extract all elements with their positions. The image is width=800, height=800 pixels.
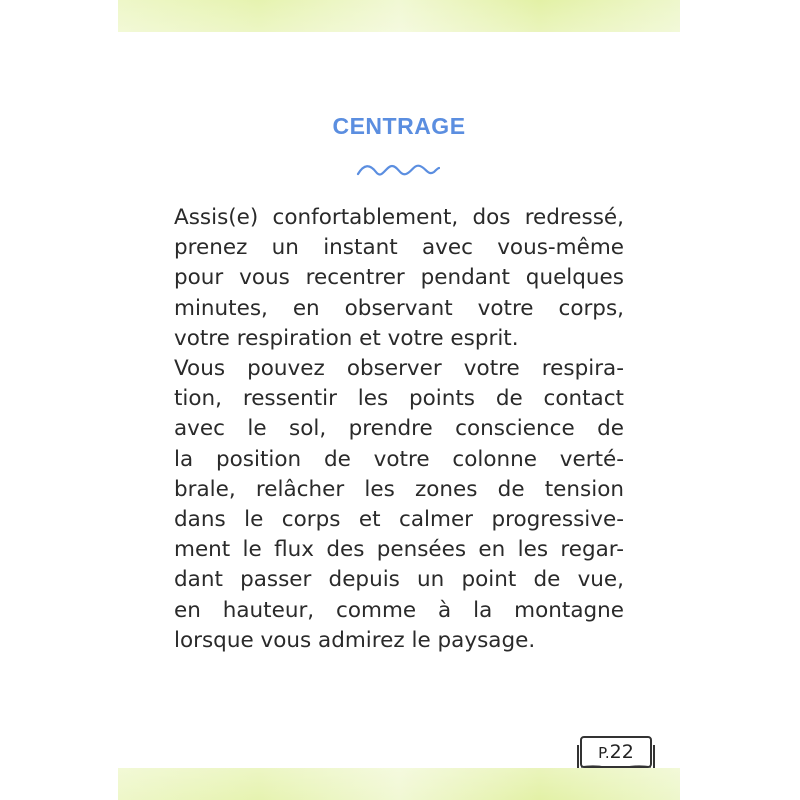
text-line: ment le flux des pensées en les regar- [174, 537, 624, 563]
text-line: en hauteur, comme à la montagne [174, 597, 624, 623]
text-line: votre respiration et votre esprit. [174, 325, 519, 351]
text-line: tion, ressentir les points de contact [174, 386, 624, 412]
text-line: brale, relâcher les zones de tension [174, 476, 624, 502]
text-line: Assis(e) confortablement, dos redressé, [174, 205, 624, 230]
text-line: dant passer depuis un point de vue, [174, 567, 624, 593]
card [118, 0, 680, 800]
text-line: dans le corps et calmer progressive- [174, 507, 624, 533]
text-line: avec le sol, prendre conscience de [174, 416, 624, 442]
text-line: Vous pouvez observer votre respira- [174, 356, 624, 382]
text-line: pour vous recentrer pendant quelques [174, 265, 624, 291]
page-number-value: 22 [609, 741, 634, 763]
wave-divider-icon [356, 160, 440, 180]
bottom-watercolor-band [118, 768, 680, 800]
page-prefix: P. [598, 744, 610, 762]
text-line: prenez un instant avec vous-même [174, 235, 624, 261]
text-line: lorsque vous admirez le paysage. [174, 627, 536, 653]
card-body-text [174, 203, 624, 656]
text-line: minutes, en observant votre corps, [174, 295, 624, 321]
page-number [586, 741, 646, 763]
card-title: CENTRAGE [332, 113, 466, 139]
top-watercolor-band [118, 0, 680, 32]
text-line: la position de votre colonne verté- [174, 446, 624, 472]
